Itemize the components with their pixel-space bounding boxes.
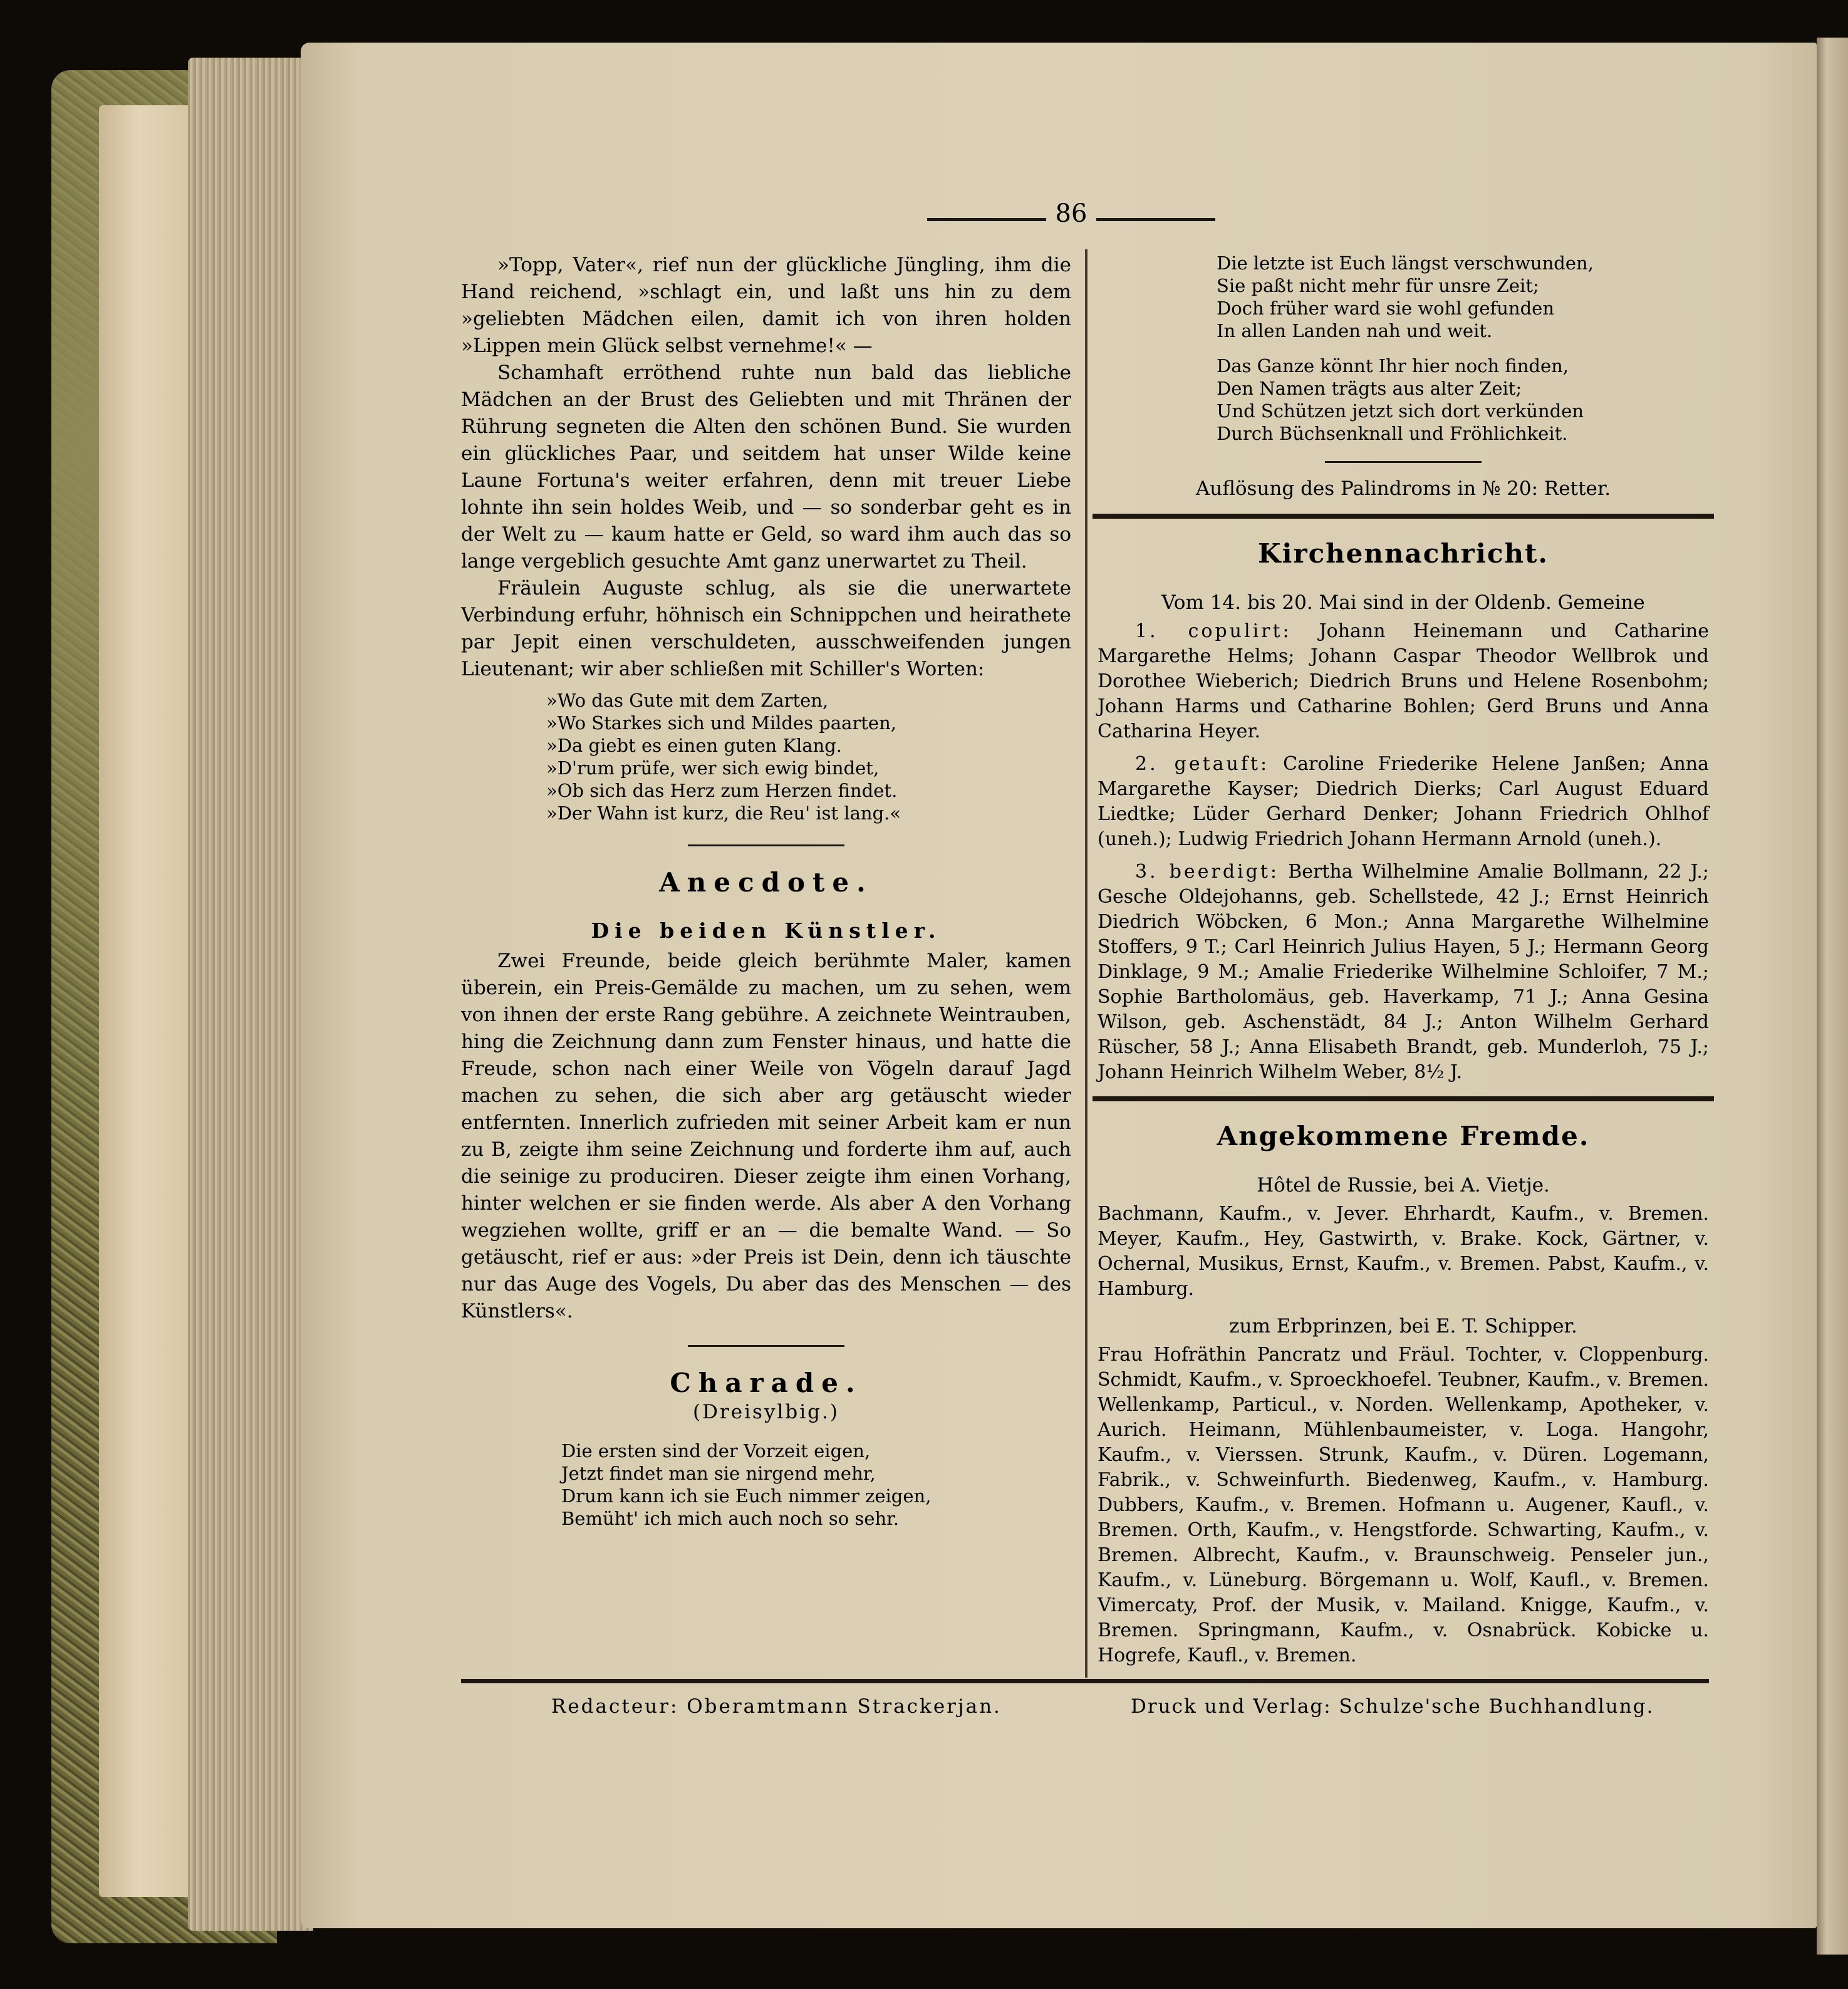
column-separator xyxy=(1085,249,1088,1678)
verse-line: Bemüht' ich mich auch noch so sehr. xyxy=(561,1508,900,1529)
verse-line: In allen Landen nah und weit. xyxy=(1217,320,1493,341)
quote-line: »Der Wahn ist kurz, die Reu' ist lang.« xyxy=(546,802,901,824)
section-divider xyxy=(688,1345,844,1347)
quote-line: »Da giebt es einen guten Klang. xyxy=(546,735,843,756)
verse-line: Sie paßt nicht mehr für unsre Zeit; xyxy=(1217,275,1539,296)
page-header xyxy=(927,199,1215,237)
verse-line: Das Ganze könnt Ihr hier noch finden, xyxy=(1217,355,1569,377)
church-news-intro: Vom 14. bis 20. Mai sind in der Oldenb. Gemeine xyxy=(1161,591,1645,614)
story-paragraph-3: Fräulein Auguste schlug, als sie die unerwartete Verbindung erfuhr, höhnisch ein Schnippchen und heirathete par Jepit einen verschuldeten, ausschweifenden jungen Lieutenant; wir aber schließen mit Schiller's Worten: xyxy=(461,577,1071,680)
section-divider xyxy=(1325,461,1482,463)
hotel-erbprinzen: zum Erbprinzen, bei E. T. Schipper. xyxy=(1229,1315,1577,1337)
story-paragraph-2: Schamhaft erröthend ruhte nun bald das liebliche Mädchen an der Brust des Geliebten und mit Thränen der Rührung segneten die Alten den schönen Bund. Sie wurden ein glückliches Paar, und seitdem hat unser Wilde keine Laune Fortuna's weiter erfahren, denn mit treuer Liebe lohnte ihn sein holdes Weib, und — so sonderbar geht es in der Welt zu — kaum hatte er Geld, so ward ihm auch das so lange vergeblich gesuchte Amt ganz unerwartet zu Theil. xyxy=(461,361,1071,573)
verse-line: Die ersten sind der Vorzeit eigen, xyxy=(561,1440,871,1462)
printer-credit: Druck und Verlag: Schulze'sche Buchhandlung. xyxy=(1131,1695,1654,1718)
hotel-russie-guests: Bachmann, Kaufm., v. Jever. Ehrhardt, Kaufm., v. Bremen. Meyer, Kaufm., Hey, Gastwirth, v. Brake. Kock, Gärtner, v. Ochernal, Musikus, Ernst, Kaufm., v. Bremen. Pabst, Kaufm., v. Hamburg. xyxy=(1098,1203,1709,1300)
facing-page-edge xyxy=(1817,38,1848,1955)
editor-credit: Redacteur: Oberamtmann Strackerjan. xyxy=(551,1695,1002,1718)
charade-verse-final xyxy=(1217,355,1709,445)
section-rule xyxy=(1093,514,1714,519)
charade-verse xyxy=(561,1440,1071,1530)
entry-getauft xyxy=(1098,752,1709,852)
entry-beerdigt xyxy=(1098,859,1709,1085)
verse-line: Jetzt findet man sie nirgend mehr, xyxy=(561,1463,876,1484)
quote-line: »Wo Starkes sich und Mildes paarten, xyxy=(546,712,896,734)
right-column xyxy=(1098,252,1709,1668)
hotel-russie: Hôtel de Russie, bei A. Vietje. xyxy=(1257,1174,1550,1197)
charade-verse-continued xyxy=(1217,252,1709,342)
verse-line: Drum kann ich sie Euch nimmer zeigen, xyxy=(561,1485,932,1507)
entry-label: 3. beerdigt: xyxy=(1135,861,1280,883)
section-rule xyxy=(1093,1096,1714,1101)
verse-line: Und Schützen jetzt sich dort verkünden xyxy=(1217,400,1584,422)
page-edges xyxy=(188,58,313,1931)
left-column xyxy=(461,252,1071,1530)
quote-line: »D'rum prüfe, wer sich ewig bindet, xyxy=(546,757,880,779)
anecdote-text: Zwei Freunde, beide gleich berühmte Maler, kamen überein, ein Preis-Gemälde zu machen, um zu sehen, wem von ihnen der erste Rang gebühre. A zeichnete Weintrauben, hing die Zeichnung dann zum Fenster hinaus, und hatte die Freude, schon nach einer Weile von Vögeln darauf Jagd machen zu sehen, die sich aber arg getäuscht wieder entfernten. Innerlich zufrieden mit seiner Arbeit kam er nun zu B, zeigte ihm seine Zeichnung und forderte ihm auf, auch die seinige zu produciren. Dieser zeigte ihm einen Vorhang, hinter welchen er sie finden werde. Als aber A den Vorhang wegziehen wollte, griff er an — die bemalte Wand. — So getäuscht, rief er aus: »der Preis ist Dein, denn ich täuschte nur das Auge des Vogels, Du aber das des Menschen — des Künstlers«. xyxy=(461,950,1071,1322)
schiller-quote xyxy=(546,689,1071,824)
page-number: 86 xyxy=(1055,199,1088,228)
entry-text: Johann Heinemann und Catharine Margarethe Helms; Johann Caspar Theodor Wellbrok und Dorothee Wieberich; Diedrich Bruns und Helene Rosenbohm; Johann Harms und Catharine Bohlen; Gerd Bruns und Anna Catharina Heyer. xyxy=(1098,620,1709,742)
anecdote-heading: Anecdote. xyxy=(659,867,873,898)
anecdote-subheading: Die beiden Künstler. xyxy=(591,918,942,943)
header-rule-left xyxy=(927,218,1046,221)
entry-label: 1. copulirt: xyxy=(1135,620,1292,642)
charade-heading: Charade. xyxy=(670,1368,863,1398)
church-news-heading: Kirchennachricht. xyxy=(1257,538,1549,569)
header-rule-right xyxy=(1096,218,1215,221)
flyleaf xyxy=(99,105,199,1897)
section-divider xyxy=(688,844,844,846)
verse-line: Die letzte ist Euch längst verschwunden, xyxy=(1217,252,1594,274)
arrivals-heading: Angekommene Fremde. xyxy=(1217,1121,1590,1151)
verse-line: Doch früher ward sie wohl gefunden xyxy=(1217,298,1555,319)
entry-text: Bertha Wilhelmine Amalie Bollmann, 22 J.; Gesche Oldejohanns, geb. Schellstede, 42 J.; Ernst Heinrich Diedrich Wöbcken, 6 Mon.; Anna Margarethe Wilhelmine Stoffers, 9 T.; Carl Heinrich Julius Hayen, 5 J.; Hermann Georg Dinklage, 9 M.; Amalie Friederike Wilhelmine Schloifer, 7 M.; Sophie Bartholomäus, geb. Haverkamp, 71 J.; Anna Gesina Wilson, geb. Aschenstädt, 84 J.; Anton Wilhelm Gerhard Rüscher, 58 J.; Anna Elisabeth Brandt, geb. Munderloh, 75 J.; Johann Heinrich Wilhelm Weber, 8½ J. xyxy=(1098,861,1709,1083)
quote-line: »Ob sich das Herz zum Herzen findet. xyxy=(546,780,898,801)
verse-line: Den Namen trägts aus alter Zeit; xyxy=(1217,378,1522,399)
story-paragraph-1: »Topp, Vater«, rief nun der glückliche Jüngling, ihm die Hand reichend, »schlagt ein, und laßt uns hin zu dem »geliebten Mädchen eilen, damit ich von ihren holden »Lippen mein Glück selbst vernehme!« — xyxy=(461,254,1071,357)
hotel-erbprinzen-guests: Frau Hofräthin Pancratz und Fräul. Tochter, v. Cloppenburg. Schmidt, Kaufm., v. Sproeckhoefel. Teubner, Kaufm., v. Bremen. Wellenkamp, Particul., v. Norden. Wellenkamp, Apotheker, v. Aurich. Heimann, Mühlenbaumeister, v. Loga. Hangohr, Kaufm., v. Vierssen. Strunk, Kaufm., v. Düren. Logemann, Fabrik., v. Schweinfurth. Biedenweg, Kaufm., v. Hamburg. Dubbers, Kaufm., v. Bremen. Hofmann u. Augener, Kaufl., v. Bremen. Orth, Kaufm., v. Hengstforde. Schwarting, Kaufm., v. Bremen. Albrecht, Kaufm., v. Braunschweig. Penseler jun., Kaufm., v. Lüneburg. Börgemann u. Wolf, Kaufl., v. Bremen. Vimercaty, Prof. der Musik, v. Mailand. Knigge, Kaufm., v. Bremen. Springmann, Kaufm., v. Osnabrück. Kobicke u. Hogrefe, Kaufl., v. Bremen. xyxy=(1098,1344,1709,1666)
palindrome-solution: Auflösung des Palindroms in № 20: Retter. xyxy=(1195,477,1611,500)
charade-subheading: (Dreisylbig.) xyxy=(693,1401,839,1423)
footer-rule xyxy=(461,1679,1709,1683)
entry-copulirt xyxy=(1098,619,1709,744)
entry-label: 2. getauft: xyxy=(1135,753,1270,775)
entry-text: Caroline Friederike Helene Janßen; Anna Margarethe Kayser; Diedrich Dierks; Carl August Eduard Liedtke; Lüder Gerhard Denker; Johann Friedrich Ohlhof (uneh.); Ludwig Friedrich Johann Hermann Arnold (uneh.). xyxy=(1098,753,1709,850)
quote-line: »Wo das Gute mit dem Zarten, xyxy=(546,690,829,711)
verse-line: Durch Büchsenknall und Fröhlichkeit. xyxy=(1217,423,1568,444)
